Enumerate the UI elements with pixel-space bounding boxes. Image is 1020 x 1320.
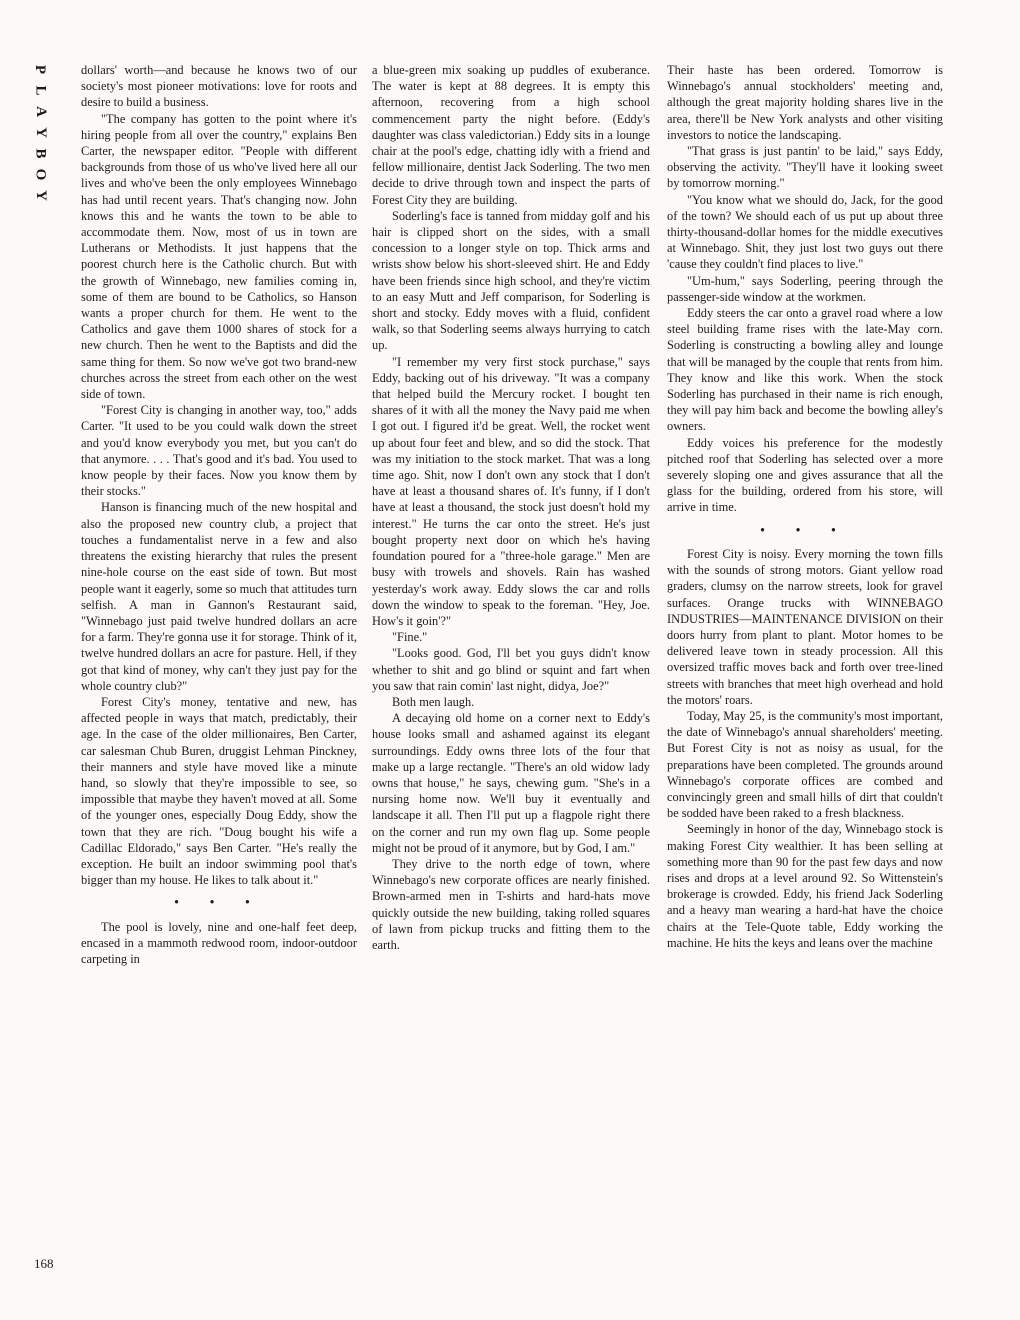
article-paragraph: "Forest City is changing in another way, too," adds Carter. "It used to be you could walk down the street and you'd know everybody you met, but you can't do that anymore. . . . That's good and it's bad. You used to know people by their faces. Now you know them by their stocks." <box>81 403 357 499</box>
article-paragraph: "Looks good. God, I'll bet you guys didn't know whether to shit and go blind or squint and fart when you saw that rain comin' last night, didya, Joe?" <box>372 646 650 693</box>
article-paragraph: Hanson is financing much of the new hospital and also the proposed new country club, a project that touches a fundamentalist nerve in a few and also threatens the existing hierarchy that rules the present nine-hole course on the east side of town. But most people want it eagerly, some so much that attitudes turn selfish. A man in Gannon's Restaurant said, "Winnebago just paid twelve hundred dollars an acre for a farm. They're gonna use it for storage. Think of it, twelve hundred dollars an acre for pasture. Hell, if they got that kind of money, why can't they just pay for the whole country club?" <box>81 500 357 693</box>
article-column-3 <box>667 62 943 1276</box>
article-paragraph: Soderling's face is tanned from midday golf and his hair is clipped short on the sides, with a small concession to a longer style on top. Thick arms and wrists show below his short-sleeved shirt. He and Eddy have been friends since high school, and they're victim to an easy Mutt and Jeff comparison, for Soderling is short and stocky. Eddy moves with a fluid, confident walk, so that Soderling seems always hurrying to catch up. <box>372 208 650 353</box>
article-paragraph: They drive to the north edge of town, where Winnebago's new corporate offices are nearly finished. Brown-armed men in T-shirts and hard-hats move quickly outside the new building, taking rolled squares of lawn from pickup trucks and fitting them to the earth. <box>372 856 650 952</box>
article-paragraph: Eddy voices his preference for the modestly pitched roof that Soderling has selected over a more severely sloping one and gives assurance that all the glass for the building, ordered from his store, will arrive in time. <box>667 435 943 515</box>
article-paragraph: Both men laugh. <box>392 694 475 709</box>
article-column-1 <box>81 62 357 1272</box>
article-paragraph: The pool is lovely, nine and one-half feet deep, encased in a mammoth redwood room, indoor-outdoor carpeting in <box>81 919 357 966</box>
article-paragraph: "Um-hum," says Soderling, peering through the passenger-side window at the workmen. <box>667 273 943 304</box>
magazine-name-vertical <box>28 62 52 209</box>
article-paragraph: Their haste has been ordered. Tomorrow is Winnebago's annual stockholders' meeting and, although the great majority holding shares live in the area, there'll be New York analysts and other visiting investors to notice the landscaping. <box>667 63 943 142</box>
section-break: • • • <box>760 522 850 537</box>
page-number: 168 <box>34 1256 54 1271</box>
magazine-letter: Y <box>32 127 49 138</box>
article-paragraph: dollars' worth—and because he knows two of our society's most pioneer motivations: love for roots and desire to build a business. <box>81 63 357 110</box>
magazine-letter: O <box>32 168 49 181</box>
article-paragraph: A decaying old home on a corner next to Eddy's house looks small and ashamed against its elegant surroundings. Eddy owns three lots of the four that make up a large rectangle. "There's an old widow lady owns that house," he says, chewing gum. "She's in a nursing home now. We'll buy it eventually and landscape it all. Then I'll put up a flagpole right there on the corner and run my own flag up. Some people might not be proud of it anymore, but by God, I am." <box>372 711 650 855</box>
article-paragraph: "You know what we should do, Jack, for the good of the town? We should each of us put up about three thirty-thousand-dollar homes for the middle executives at Winnebago. Shit, they just lost two guys out there 'cause they couldn't find places to live." <box>667 192 943 272</box>
article-paragraph: "The company has gotten to the point where it's hiring people from all over the country," explains Ben Carter, the newspaper editor. "People with different backgrounds from those of us who've lived here all our lives and who've been the only employees Winnebago has had until recent years. That's changing now. John knows this and he wants the town to be able to accommodate them. Now, most of us in town are Lutherans or Methodists. It just happens that the poorest church here is the Catholic church. But with the growth of Winnebago, new families coming in, some of them are bound to be Catholics, so Hanson wants a proper church for them. He went to the Catholics and gave them 1000 shares of stock for a new church. Then he went to the Baptists and did the same thing for them. So now we've got two brand-new churches across the street from each other on the west side of town. <box>81 111 357 402</box>
article-paragraph: Eddy steers the car onto a gravel road where a low steel building frame rises with the late-May corn. Soderling is constructing a bowling alley and lounge that will be managed by the couple that rents from him. They know and like this work. When the stock Soderling has purchased in their name is rich enough, they will pay him back and become the bowling alley's owners. <box>667 306 943 434</box>
magazine-letter: Y <box>32 190 49 201</box>
section-break: • • • <box>174 895 264 910</box>
magazine-letter: A <box>32 106 49 117</box>
article-paragraph: Today, May 25, is the community's most important, the date of Winnebago's annual shareholders' meeting. But Forest City is not as noisy as usual, for the preparations have been completed. The grounds around Winnebago's corporate offices are combed and convincingly green and small hills of dirt that couldn't be sodded have been raked to a fresh blackness. <box>667 708 943 821</box>
article-paragraph: "That grass is just pantin' to be laid," says Eddy, observing the activity. "They'll have it looking sweet by tomorrow morning." <box>667 144 943 191</box>
magazine-letter: P <box>32 64 49 75</box>
magazine-letter: L <box>32 85 49 96</box>
magazine-letter: B <box>32 148 49 159</box>
article-paragraph: "I remember my very first stock purchase," says Eddy, backing out of his driveway. "It was a company that helped build the Mercury rocket. I bought ten shares of it with all the money the Navy paid me when I got out. I figured it'd be great. Well, the rocket went up about four feet and blew, and so did the stock. That was my initiation to the stock market. That was a long time ago. Shit, now I don't own any stock that I don't have at least a thousand shares of. It's funny, if I don't have at least a thousand, the stock just doesn't hold my interest." He turns the car onto the street. He's just bought property next door on which he's having foundation poured for a "three-hole garage." Men are busy with trowels and shovels. Rain has washed yesterday's work away. Eddy slows the car and rolls down the window to speak to the foreman. "Hey, Joe. How's it goin'?" <box>372 354 650 628</box>
article-paragraph: Forest City's money, tentative and new, has affected people in ways that match, predictably, their age. In the case of the older millionaires, Ben Carter, car salesman Chub Buren, druggist Lehman Pinckney, their manners and style have moved like a minute hand, so slowly that they're impossible to see, so impossible that maybe they haven't moved at all. Some of the younger ones, especially Doug Eddy, show the town that they are rich. "Doug bought his wife a Cadillac Eldorado," says Ben Carter. "He's really the exception. He built an indoor swimming pool that's bigger than my house. He likes to talk about it." <box>81 694 357 888</box>
article-paragraph: "Fine." <box>392 630 428 645</box>
article-paragraph: a blue-green mix soaking up puddles of exuberance. The water is kept at 88 degrees. It is empty this afternoon, recovering from a high school commencement party the night before. (Eddy's daughter was class valedictorian.) Eddy sits in a lounge chair at the pool's edge, chatting idly with a friend and fellow millionaire, dentist Jack Soderling. The two men decide to drive through town and inspect the parts of Forest City they are building. <box>372 63 650 207</box>
article-paragraph: Seemingly in honor of the day, Winnebago stock is making Forest City wealthier. It has been selling at something more than 90 for the past few days and now rises and drops at a level around 92. So Wittenstein's brokerage is crowded. Eddy, his friend Jack Soderling and a heavy man wearing a hard-hat have the choice chairs at the Tele-Quote table, Eddy working the machine. He hits the keys and leans over the machine <box>667 822 943 950</box>
article-paragraph: Forest City is noisy. Every morning the town fills with the sounds of strong motors. Giant yellow road graders, clumsy on the narrow streets, look for gravel surfaces. Orange trucks with WINNEBAGO INDUSTRIES—MAINTENANCE DIVISION on their doors hurry from plant to plant. Motor homes to be delivered leave town in steady procession. All this oversized traffic moves back and forth over tree-lined streets with branches that meet high overhead and hold the motors' roars. <box>667 546 943 707</box>
article-column-2 <box>372 62 650 1276</box>
